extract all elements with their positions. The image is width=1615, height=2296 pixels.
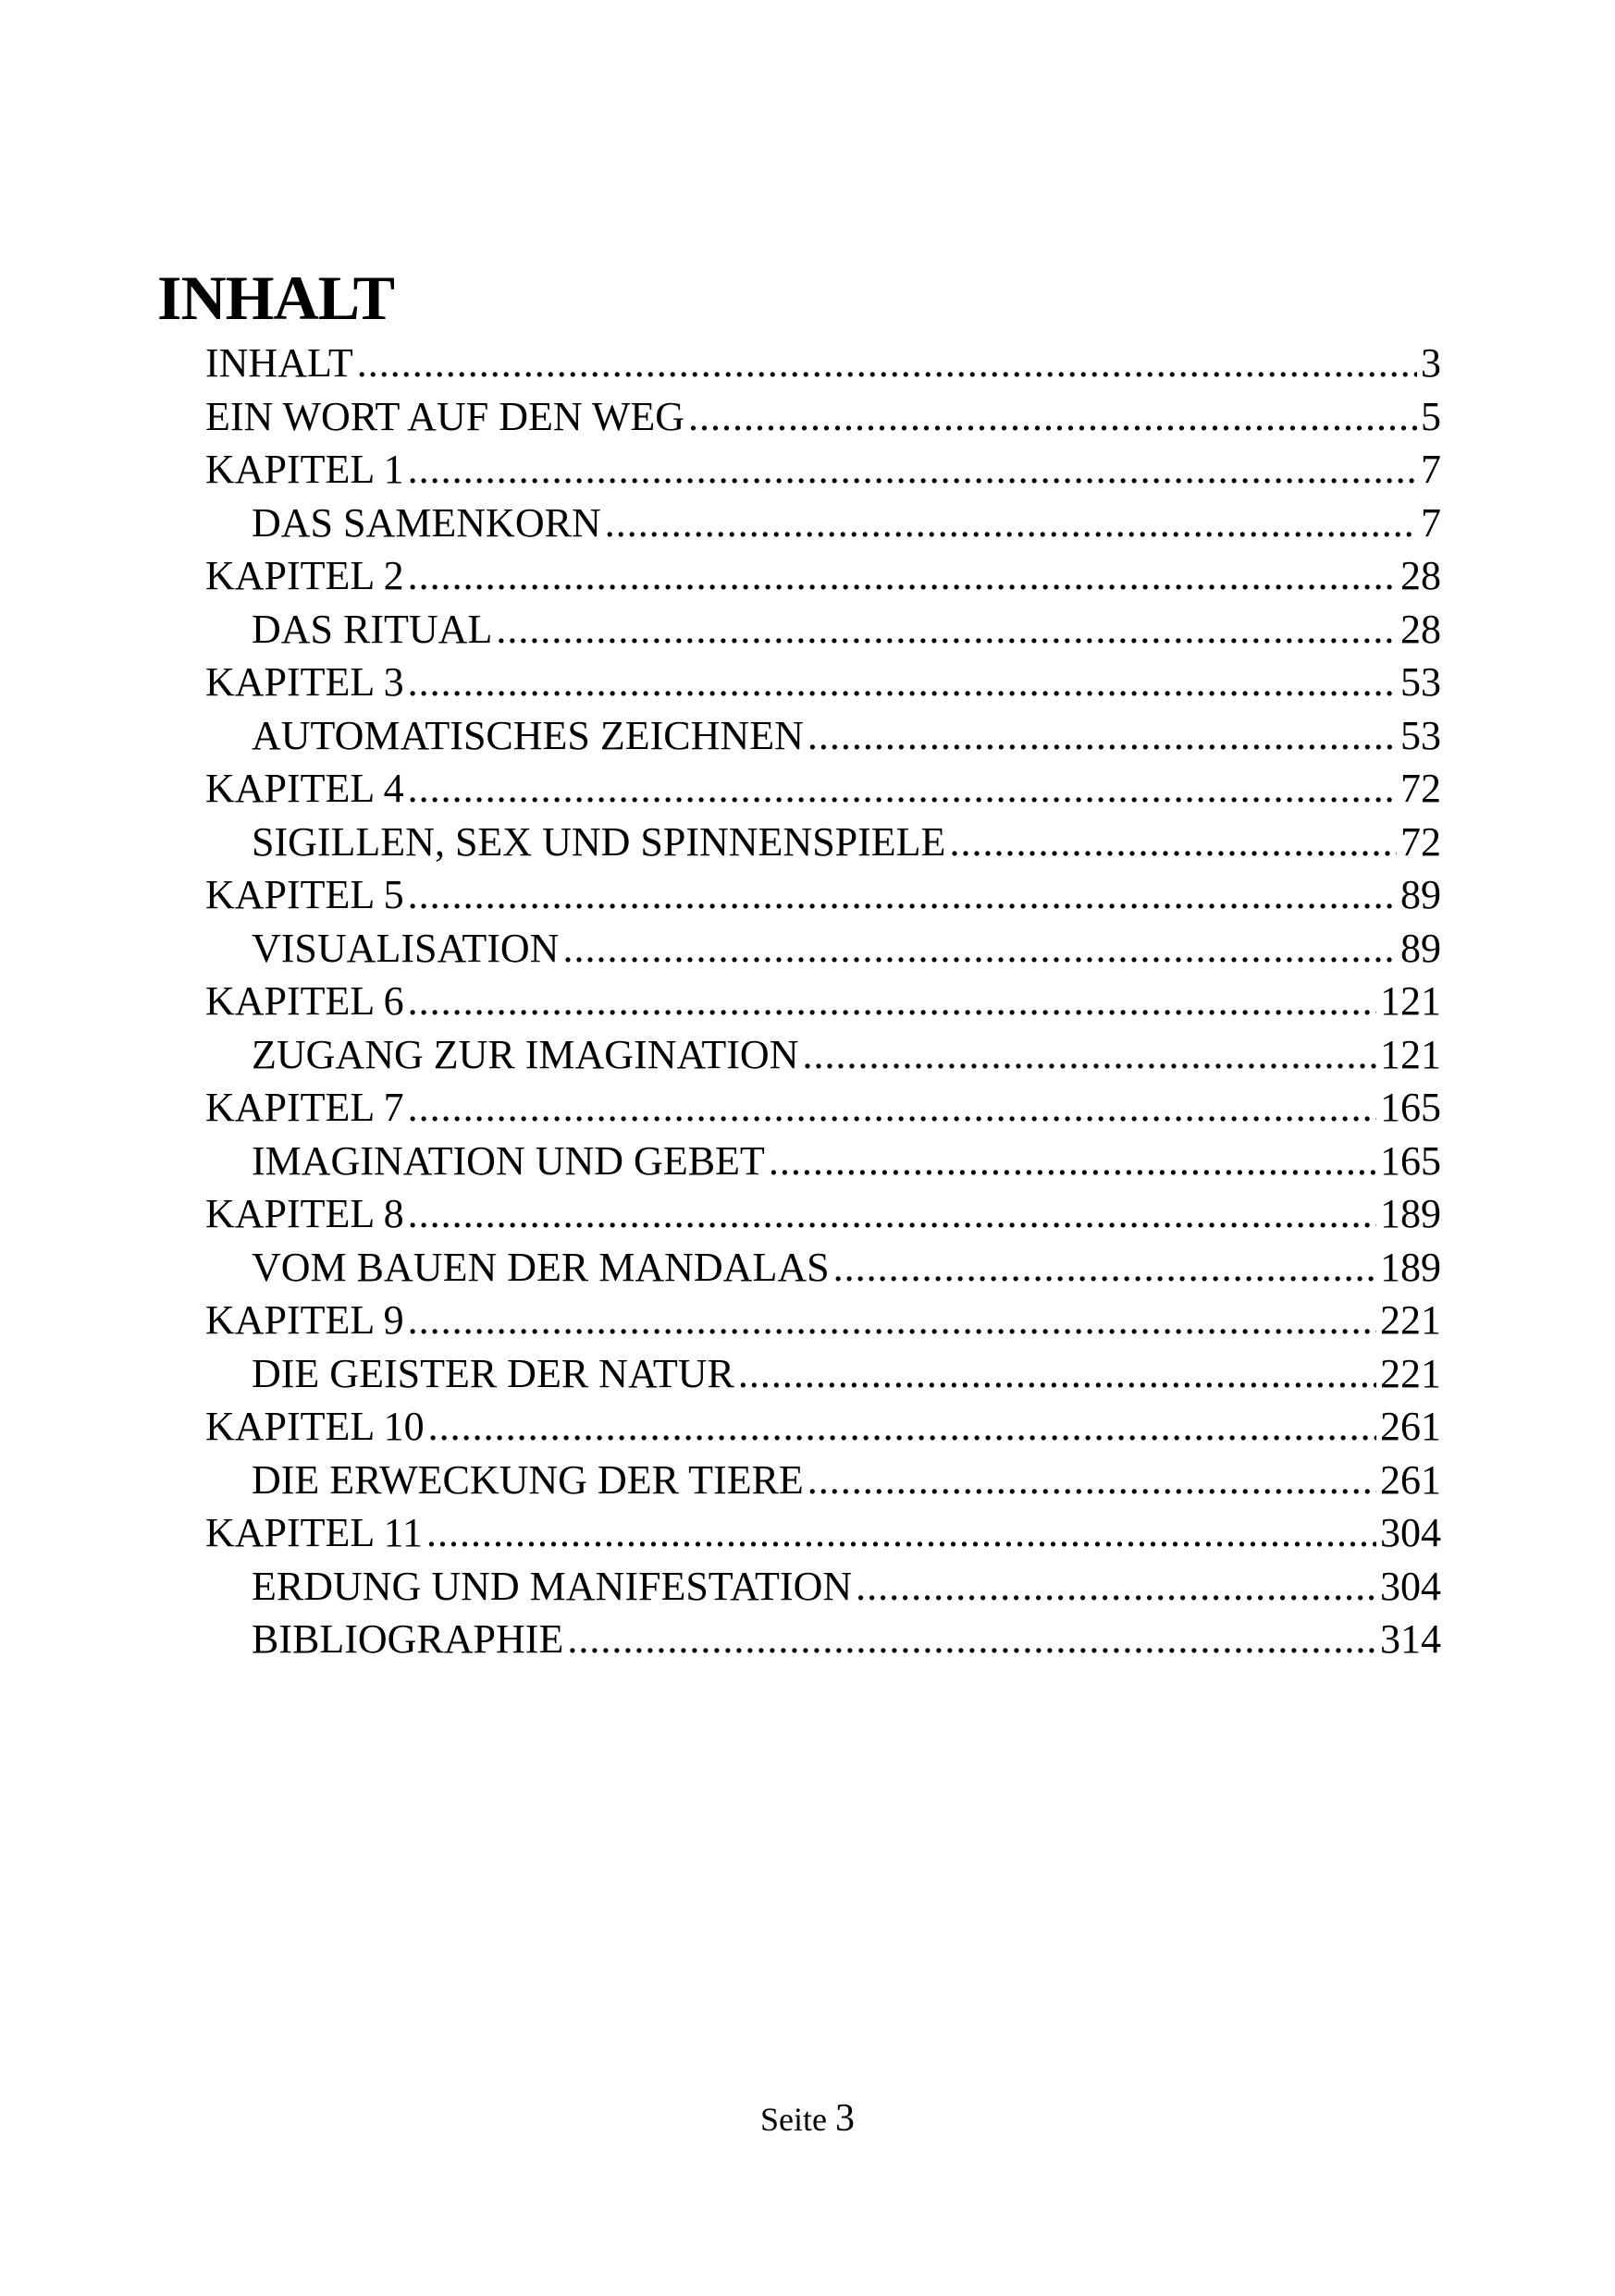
toc-dot-leader (567, 1613, 1376, 1666)
toc-dot-leader (357, 337, 1417, 390)
toc-entry-page: 221 (1380, 1297, 1441, 1343)
toc-entry[interactable] (205, 337, 1441, 390)
toc-dot-leader (605, 497, 1417, 550)
toc-entry-page: 165 (1380, 1137, 1441, 1184)
toc-entry-label: KAPITEL 8 (205, 1191, 404, 1236)
toc-entry-label: DAS SAMENKORN (252, 499, 601, 546)
page-footer (0, 2099, 1615, 2138)
toc-entry[interactable] (205, 1294, 1441, 1347)
toc-entry-label: KAPITEL 7 (205, 1085, 404, 1130)
toc-entry-label: KAPITEL 4 (205, 766, 404, 811)
toc-entry-page: 304 (1380, 1563, 1441, 1609)
toc-entry[interactable] (205, 1506, 1441, 1560)
toc-entry-page: 5 (1421, 393, 1441, 439)
toc-entry-page: 261 (1380, 1456, 1441, 1503)
toc-entry[interactable] (205, 1560, 1441, 1614)
toc-entry-page: 89 (1400, 872, 1441, 917)
toc-dot-leader (408, 549, 1397, 603)
toc-entry[interactable] (205, 1347, 1441, 1401)
footer-label: Seite (760, 2101, 827, 2138)
toc-entry[interactable] (205, 1081, 1441, 1135)
toc-entry-label: ERDUNG UND MANIFESTATION (252, 1563, 853, 1609)
toc-dot-leader (808, 1454, 1376, 1507)
toc-entry-label: KAPITEL 3 (205, 659, 404, 705)
toc-dot-leader (408, 1187, 1376, 1241)
toc-entry[interactable] (205, 1613, 1441, 1666)
toc-dot-leader (562, 922, 1397, 976)
toc-entry[interactable] (205, 1135, 1441, 1188)
toc-entry-page: 72 (1400, 766, 1441, 811)
toc-entry-label: ZUGANG ZUR IMAGINATION (252, 1031, 799, 1077)
toc-entry-label: EIN WORT AUF DEN WEG (205, 393, 685, 439)
toc-entry-page: 28 (1400, 553, 1441, 598)
toc-dot-leader (738, 1347, 1376, 1401)
toc-dot-leader (408, 868, 1397, 922)
page-title: INHALT (157, 263, 395, 333)
toc-dot-leader (856, 1560, 1376, 1614)
toc-dot-leader (408, 1294, 1376, 1347)
toc-entry-label: SIGILLEN, SEX UND SPINNENSPIELE (252, 818, 946, 865)
toc-dot-leader (769, 1135, 1376, 1188)
toc-entry-label: KAPITEL 1 (205, 447, 404, 492)
toc-dot-leader (803, 1028, 1377, 1082)
toc-entry-label: IMAGINATION UND GEBET (252, 1137, 765, 1184)
toc-entry[interactable] (205, 656, 1441, 709)
toc-entry-page: 89 (1400, 925, 1441, 971)
toc-entry[interactable] (205, 1028, 1441, 1082)
toc-entry-page: 189 (1380, 1244, 1441, 1290)
toc-entry[interactable] (205, 443, 1441, 497)
toc-entry-page: 7 (1421, 447, 1441, 492)
toc-dot-leader (833, 1241, 1376, 1295)
toc-dot-leader (408, 656, 1397, 709)
toc-entry-label: INHALT (205, 340, 353, 386)
toc-dot-leader (949, 816, 1397, 869)
toc-entry[interactable] (205, 1187, 1441, 1241)
toc-entry-label: DIE GEISTER DER NATUR (252, 1350, 734, 1396)
toc-entry[interactable] (205, 975, 1441, 1028)
toc-dot-leader (408, 975, 1376, 1028)
toc-entry-label: VOM BAUEN DER MANDALAS (252, 1244, 830, 1290)
toc-entry-page: 53 (1400, 659, 1441, 705)
toc-entry[interactable] (205, 1454, 1441, 1507)
toc-dot-leader (426, 1506, 1376, 1560)
toc-entry-page: 3 (1421, 340, 1441, 386)
toc-entry-label: KAPITEL 5 (205, 872, 404, 917)
toc-entry-label: KAPITEL 11 (205, 1510, 424, 1555)
toc-entry-label: KAPITEL 9 (205, 1297, 404, 1343)
toc-entry-page: 7 (1421, 499, 1441, 546)
toc-entry[interactable] (205, 709, 1441, 763)
table-of-contents (205, 337, 1441, 1666)
toc-entry[interactable] (205, 1400, 1441, 1454)
toc-entry[interactable] (205, 816, 1441, 869)
toc-dot-leader (496, 603, 1397, 657)
toc-entry[interactable] (205, 1241, 1441, 1295)
toc-entry-label: BIBLIOGRAPHIE (252, 1616, 564, 1662)
footer-page-number: 3 (834, 2097, 855, 2140)
toc-entry-page: 121 (1380, 978, 1441, 1024)
toc-dot-leader (408, 1081, 1376, 1135)
toc-dot-leader (408, 762, 1397, 816)
toc-entry-label: KAPITEL 2 (205, 553, 404, 598)
toc-entry[interactable] (205, 922, 1441, 976)
toc-entry-page: 121 (1380, 1031, 1441, 1077)
toc-entry-page: 314 (1380, 1616, 1441, 1662)
toc-entry[interactable] (205, 762, 1441, 816)
toc-dot-leader (408, 443, 1417, 497)
toc-entry[interactable] (205, 868, 1441, 922)
toc-entry-label: VISUALISATION (252, 925, 560, 971)
toc-entry-label: KAPITEL 6 (205, 978, 404, 1024)
toc-entry[interactable] (205, 603, 1441, 657)
toc-entry-page: 261 (1380, 1404, 1441, 1449)
toc-entry-page: 304 (1380, 1510, 1441, 1555)
toc-entry-label: KAPITEL 10 (205, 1404, 425, 1449)
toc-entry[interactable] (205, 497, 1441, 550)
toc-entry-page: 72 (1400, 818, 1441, 865)
toc-entry[interactable] (205, 390, 1441, 444)
toc-entry-page: 165 (1380, 1085, 1441, 1130)
toc-entry-page: 221 (1380, 1350, 1441, 1396)
toc-dot-leader (688, 390, 1417, 444)
toc-entry-page: 28 (1400, 606, 1441, 652)
toc-entry-page: 189 (1380, 1191, 1441, 1236)
toc-entry-label: DIE ERWECKUNG DER TIERE (252, 1456, 804, 1503)
toc-dot-leader (808, 709, 1397, 763)
toc-entry-label: AUTOMATISCHES ZEICHNEN (252, 712, 804, 758)
toc-entry[interactable] (205, 549, 1441, 603)
toc-entry-label: DAS RITUAL (252, 606, 493, 652)
toc-entry-page: 53 (1400, 712, 1441, 758)
toc-dot-leader (428, 1400, 1376, 1454)
